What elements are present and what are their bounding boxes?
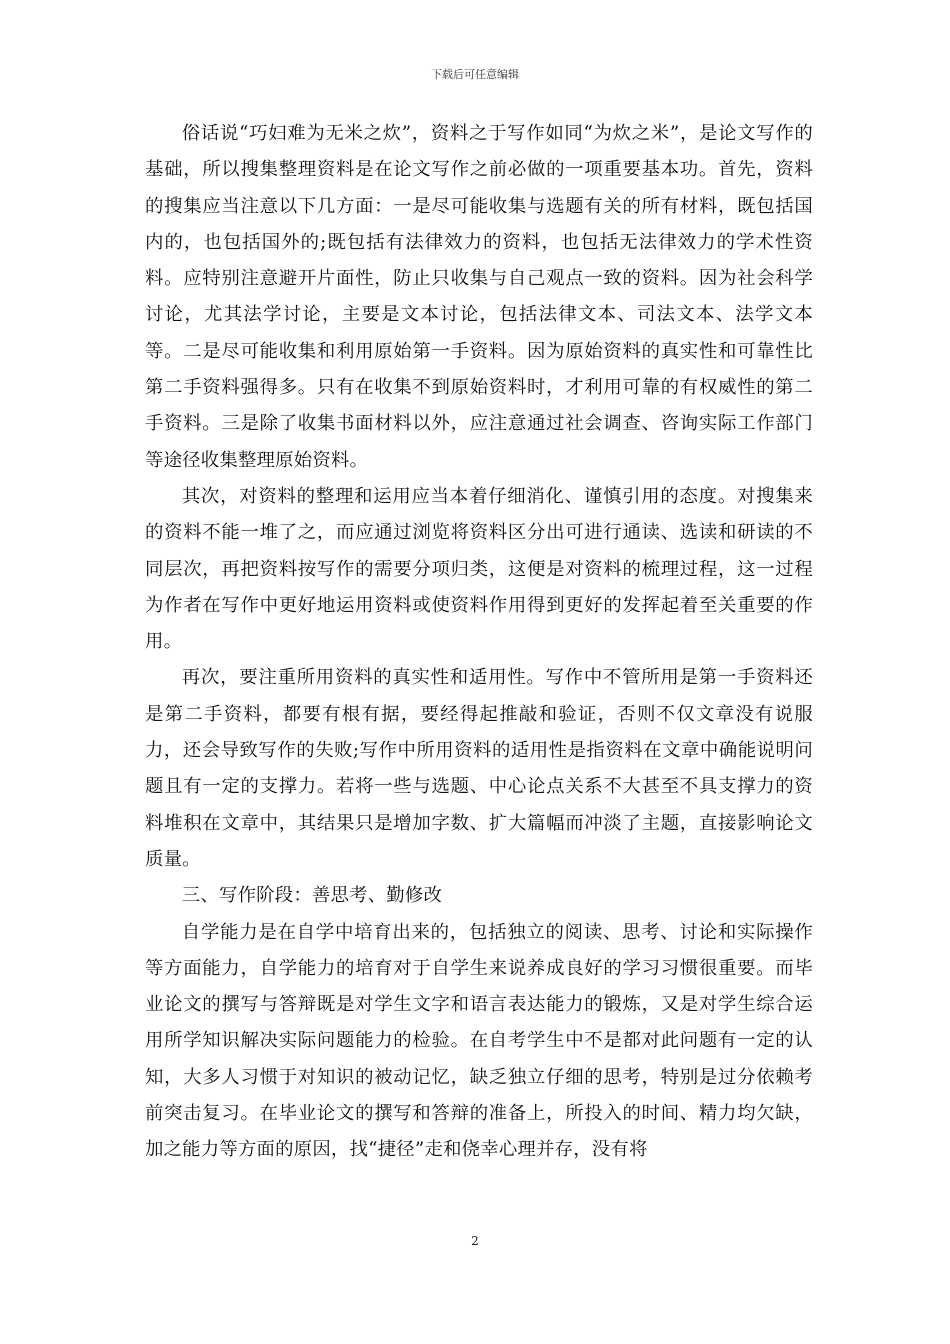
body-text (145, 116, 813, 1169)
paragraph: 其次，对资料的整理和运用应当本着仔细消化、谨慎引用的态度。对搜集来的资料不能一堆了之，而应通过浏览将资料区分出可进行通读、选读和研读的不同层次，再把资料按写作的需要分项归类，这便是对资料的梳理过程，这一过程为作者在写作中更好地运用资料或使资料作用得到更好的发挥起着至关重要的作用。 (145, 485, 813, 653)
paragraph: 再次，要注重所用资料的真实性和适用性。写作中不管所用是第一手资料还是第二手资料，都要有根有据，要经得起推敲和验证，否则不仅文章没有说服力，还会导致写作的失败;写作中所用资料的适用性是指资料在文章中确能说明问题且有一定的支撑力。若将一些与选题、中心论点关系不大甚至不具支撑力的资料堆积在文章中，其结果只是增加字数、扩大篇幅而冲淡了主题，直接影响论文质量。 (145, 667, 813, 870)
paragraph: 俗话说“巧妇难为无米之炊”，资料之于写作如同“为炊之米”，是论文写作的基础，所以搜集整理资料是在论文写作之前必做的一项重要基本功。首先，资料的搜集应当注意以下几方面：一是尽可能收集与选题有关的所有材料，既包括国内的，也包括国外的;既包括有法律效力的资料，也包括无法律效力的学术性资料。应特别注意避开片面性，防止只收集与自己观点一致的资料。因为社会科学讨论，尤其法学讨论，主要是文本讨论，包括法律文本、司法文本、法学文本等。二是尽可能收集和利用原始第一手资料。因为原始资料的真实性和可靠性比第二手资料强得多。只有在收集不到原始资料时，才利用可靠的有权威性的第二手资料。三是除了收集书面材料以外，应注意通过社会调查、咨询实际工作部门等途径收集整理原始资料。 (145, 123, 813, 471)
section-heading: 三、写作阶段：善思考、勤修改 (181, 885, 443, 907)
paragraph: 自学能力是在自学中培育出来的，包括独立的阅读、思考、讨论和实际操作等方面能力，自学能力的培育对于自学生来说养成良好的学习习惯很重要。而毕业论文的撰写与答辩既是对学生文字和语言表达能力的锻炼，又是对学生综合运用所学知识解决实际问题能力的检验。在自考学生中不是都对此问题有一定的认知，大多人习惯于对知识的被动记忆，缺乏独立仔细的思考，特别是过分依赖考前突击复习。在毕业论文的撰写和答辩的准备上，所投入的时间、精力均欠缺，加之能力等方面的原因，找“捷径”走和侥幸心理并存，没有将 (145, 921, 813, 1161)
page-header: 下载后可任意编辑 (431, 68, 519, 81)
page-number: 2 (471, 1234, 479, 1248)
